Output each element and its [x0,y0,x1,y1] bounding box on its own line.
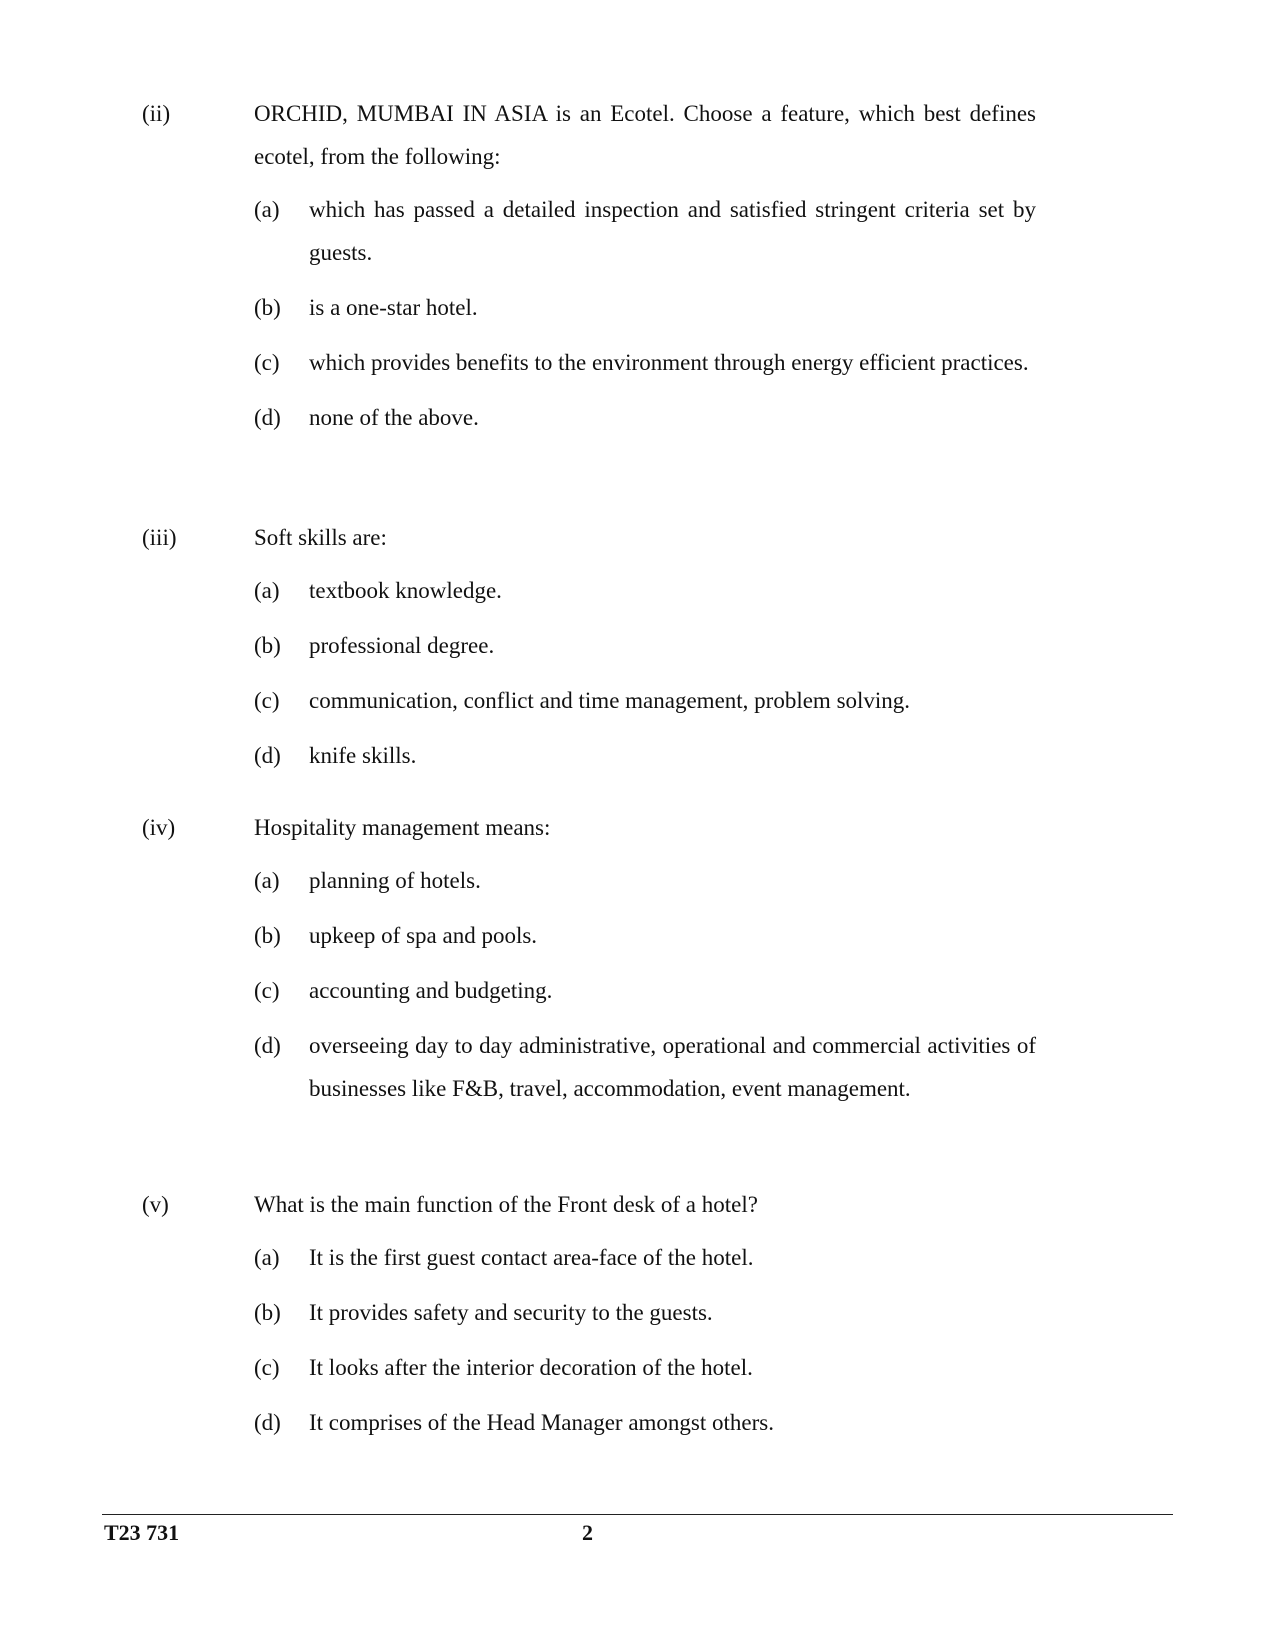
option-text: knife skills. [309,743,417,768]
question-ii [142,92,1042,451]
option-a [254,188,1036,274]
question-iii [142,516,1042,789]
option-label: (d) [254,743,281,768]
option-label: (d) [254,1033,281,1058]
footer-divider [102,1514,1173,1515]
option-text: textbook knowledge. [309,578,502,603]
option-label: (a) [254,578,280,603]
option-c [254,341,1036,384]
option-a [254,569,1036,612]
option-d [254,396,1036,439]
option-text: which has passed a detailed inspection and satisfied stringent criteria set by guests. [309,197,1036,265]
option-text: none of the above. [309,405,479,430]
option-c [254,1346,1036,1389]
option-text: communication, conflict and time management, problem solving. [309,688,911,713]
option-a [254,859,1036,902]
option-label: (d) [254,405,281,430]
option-d [254,1401,1036,1444]
option-text: professional degree. [309,633,495,658]
option-text: upkeep of spa and pools. [309,923,538,948]
option-label: (c) [254,688,280,713]
option-text: It comprises of the Head Manager amongst others. [309,1410,774,1435]
options-list [254,1236,1036,1444]
option-c [254,969,1036,1012]
question-stem: Hospitality management means: [254,815,551,840]
option-d [254,734,1036,777]
question-number: (ii) [142,101,171,126]
option-text: is a one-star hotel. [309,295,478,320]
option-b [254,286,1036,329]
option-text: overseeing day to day administrative, operational and commercial activities of businesses like F&B, travel, accommodation, event management. [309,1033,1036,1101]
option-label: (a) [254,197,280,222]
option-text: planning of hotels. [309,868,481,893]
option-label: (a) [254,868,280,893]
option-text: accounting and budgeting. [309,978,553,1003]
question-stem: What is the main function of the Front desk of a hotel? [254,1192,758,1217]
option-b [254,914,1036,957]
question-number: (iii) [142,525,177,550]
question-number: (iv) [142,815,176,840]
option-b [254,624,1036,667]
question-stem: Soft skills are: [254,525,387,550]
option-label: (b) [254,295,281,320]
options-list [254,569,1036,777]
option-d [254,1024,1036,1110]
question-iv [142,806,1042,1122]
option-label: (b) [254,633,281,658]
paper-code: T23 731 [104,1520,180,1545]
option-c [254,679,1036,722]
option-a [254,1236,1036,1279]
option-text: It is the first guest contact area-face of the hotel. [309,1245,754,1270]
question-number: (v) [142,1192,169,1217]
option-label: (a) [254,1245,280,1270]
option-text: It provides safety and security to the guests. [309,1300,713,1325]
option-label: (d) [254,1410,281,1435]
option-text: It looks after the interior decoration of the hotel. [309,1355,753,1380]
question-stem: ORCHID, MUMBAI IN ASIA is an Ecotel. Choose a feature, which best defines ecotel, from the following: [254,101,1036,169]
option-label: (b) [254,923,281,948]
question-v [142,1183,1042,1456]
options-list [254,188,1036,439]
options-list [254,859,1036,1110]
option-label: (c) [254,350,280,375]
option-b [254,1291,1036,1334]
option-label: (c) [254,1355,280,1380]
option-label: (b) [254,1300,281,1325]
page-number: 2 [582,1520,593,1545]
option-text: which provides benefits to the environment through energy efficient practices. [309,350,1029,375]
option-label: (c) [254,978,280,1003]
